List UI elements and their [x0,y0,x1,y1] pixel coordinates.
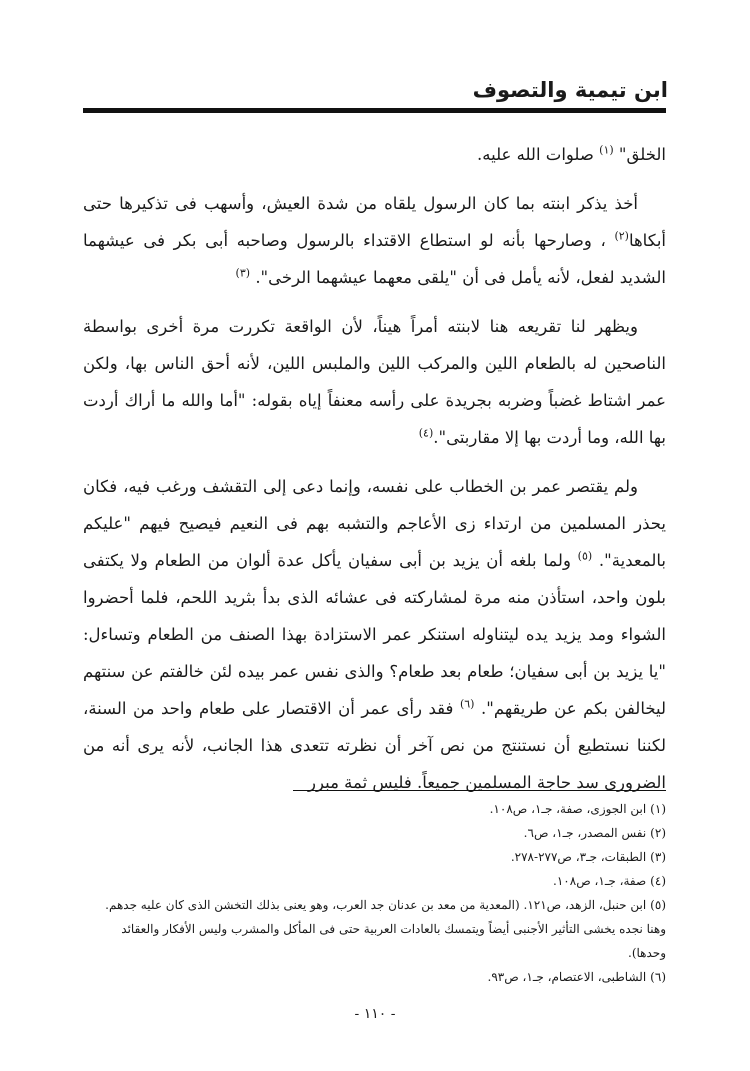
footnote-ref-5[interactable]: (٥) [577,549,593,563]
footnote-6: (٦)الشاطبى، الاعتصام، جـ١، ص٩٣. [487,970,666,984]
footnote-5: (٥)ابن حنبل، الزهد، ص١٢١. (المعدية من معد بن عدنان جد العرب، وهو يعنى بذلك التخشن الذى كان عليه جدهم. وهنا نجده يخشى التأثير الأجنبى أيضاً ويتمسك بالعادات العربية حتى فى المأكل والمشرب وليس الأفكار والعقائد وحدها). [105,898,666,960]
paragraph-1: الخلق" $^{(١)}$ صلوات الله عليه. [477,143,666,164]
paragraph-3: ويظهر لنا تقريعه هنا لابنته أمراً هيناً، لأن الواقعة تكررت مرة أخرى بواسطة الناصحين له بالطعام اللين والمركب اللين والملبس اللين، لأنه أحق الناس بها، ولكن عمر اشتاط غضباً وضربه بجريدة على رأسه معنفاً إياه بقوله: "أما والله ما أراك أردت بها الله، وما أردت بها إلا مقاربتى".$^{(٤)}$ [83,317,666,447]
header-rule [83,108,666,113]
footnotes [83,797,666,989]
footnote-ref-6[interactable]: (٦) [459,697,475,711]
footnote-ref-4[interactable]: (٤) [418,426,434,440]
paragraph-2: أخذ يذكر ابنته بما كان الرسول يلقاه من شدة العيش، وأسهب فى تذكيرها حتى أبكاها$^{(٢)}$ ، وصارحها بأنه لو استطاع الاقتداء بالرسول وصاحبه أبى بكر فى عيشهما الشديد لفعل، لأنه يأمل فى أن "يلقى معهما عيشهما الرخى". $^{(٣)}$ [83,194,666,287]
footnote-4: (٤)صفة، جـ١، ص١٠٨. [553,874,666,888]
main-text [83,136,666,801]
paragraph-4: ولم يقتصر عمر بن الخطاب على نفسه، وإنما دعى إلى التقشف ورغب فيه، فكان يحذر المسلمين من ارتداء زى الأعاجم والتشبه بهم فى النعيم فيصيح فيهم "عليكم بالمعدية". $^{(٥)}$ ولما بلغه أن يزيد بن أبى سفيان يأكل عدة ألوان من الطعام ولا يكتفى بلون واحد، استأذن منه مرة لمشاركته فى عشائه الذى بدأ بثريد اللحم، فلما أحضروا الشواء ومد يزيد يده ليتناوله استنكر عمر الاستزادة بهذا الصنف من الطعام وتساءل: "يا يزيد بن أبى سفيان؛ طعام بعد طعام؟ والذى نفس عمر بيده لئن خالفتم عن سنتهم ليخالفن بكم عن طريقهم". $^{(٦)}$ فقد رأى عمر أن الاقتصار على طعام واحد من السنة، لكننا نستطيع أن نستنتج من نص آخر أن نظرته تتعدى هذا الجانب، لأنه يرى أنه من الضرورى سد حاجة المسلمين جميعاً. فليس ثمة مبرر [83,477,667,792]
page-number: - ١١٠ - [354,1006,396,1022]
footnote-ref-2[interactable]: (٢) [614,229,629,243]
footnote-2: (٢)نفس المصدر، جـ١، ص٦. [523,826,666,840]
footnote-ref-1[interactable]: (١) [599,143,614,157]
running-head-title: ابن تيمية والتصوف [472,78,668,102]
footnote-separator [293,790,666,791]
footnote-ref-3[interactable]: (٣) [235,266,251,280]
footnote-3: (٣)الطبقات، جـ٣، ص٢٧٧-٢٧٨. [510,850,666,864]
footnote-1: (١)ابن الجوزى، صفة، جـ١، ص١٠٨. [489,802,666,816]
